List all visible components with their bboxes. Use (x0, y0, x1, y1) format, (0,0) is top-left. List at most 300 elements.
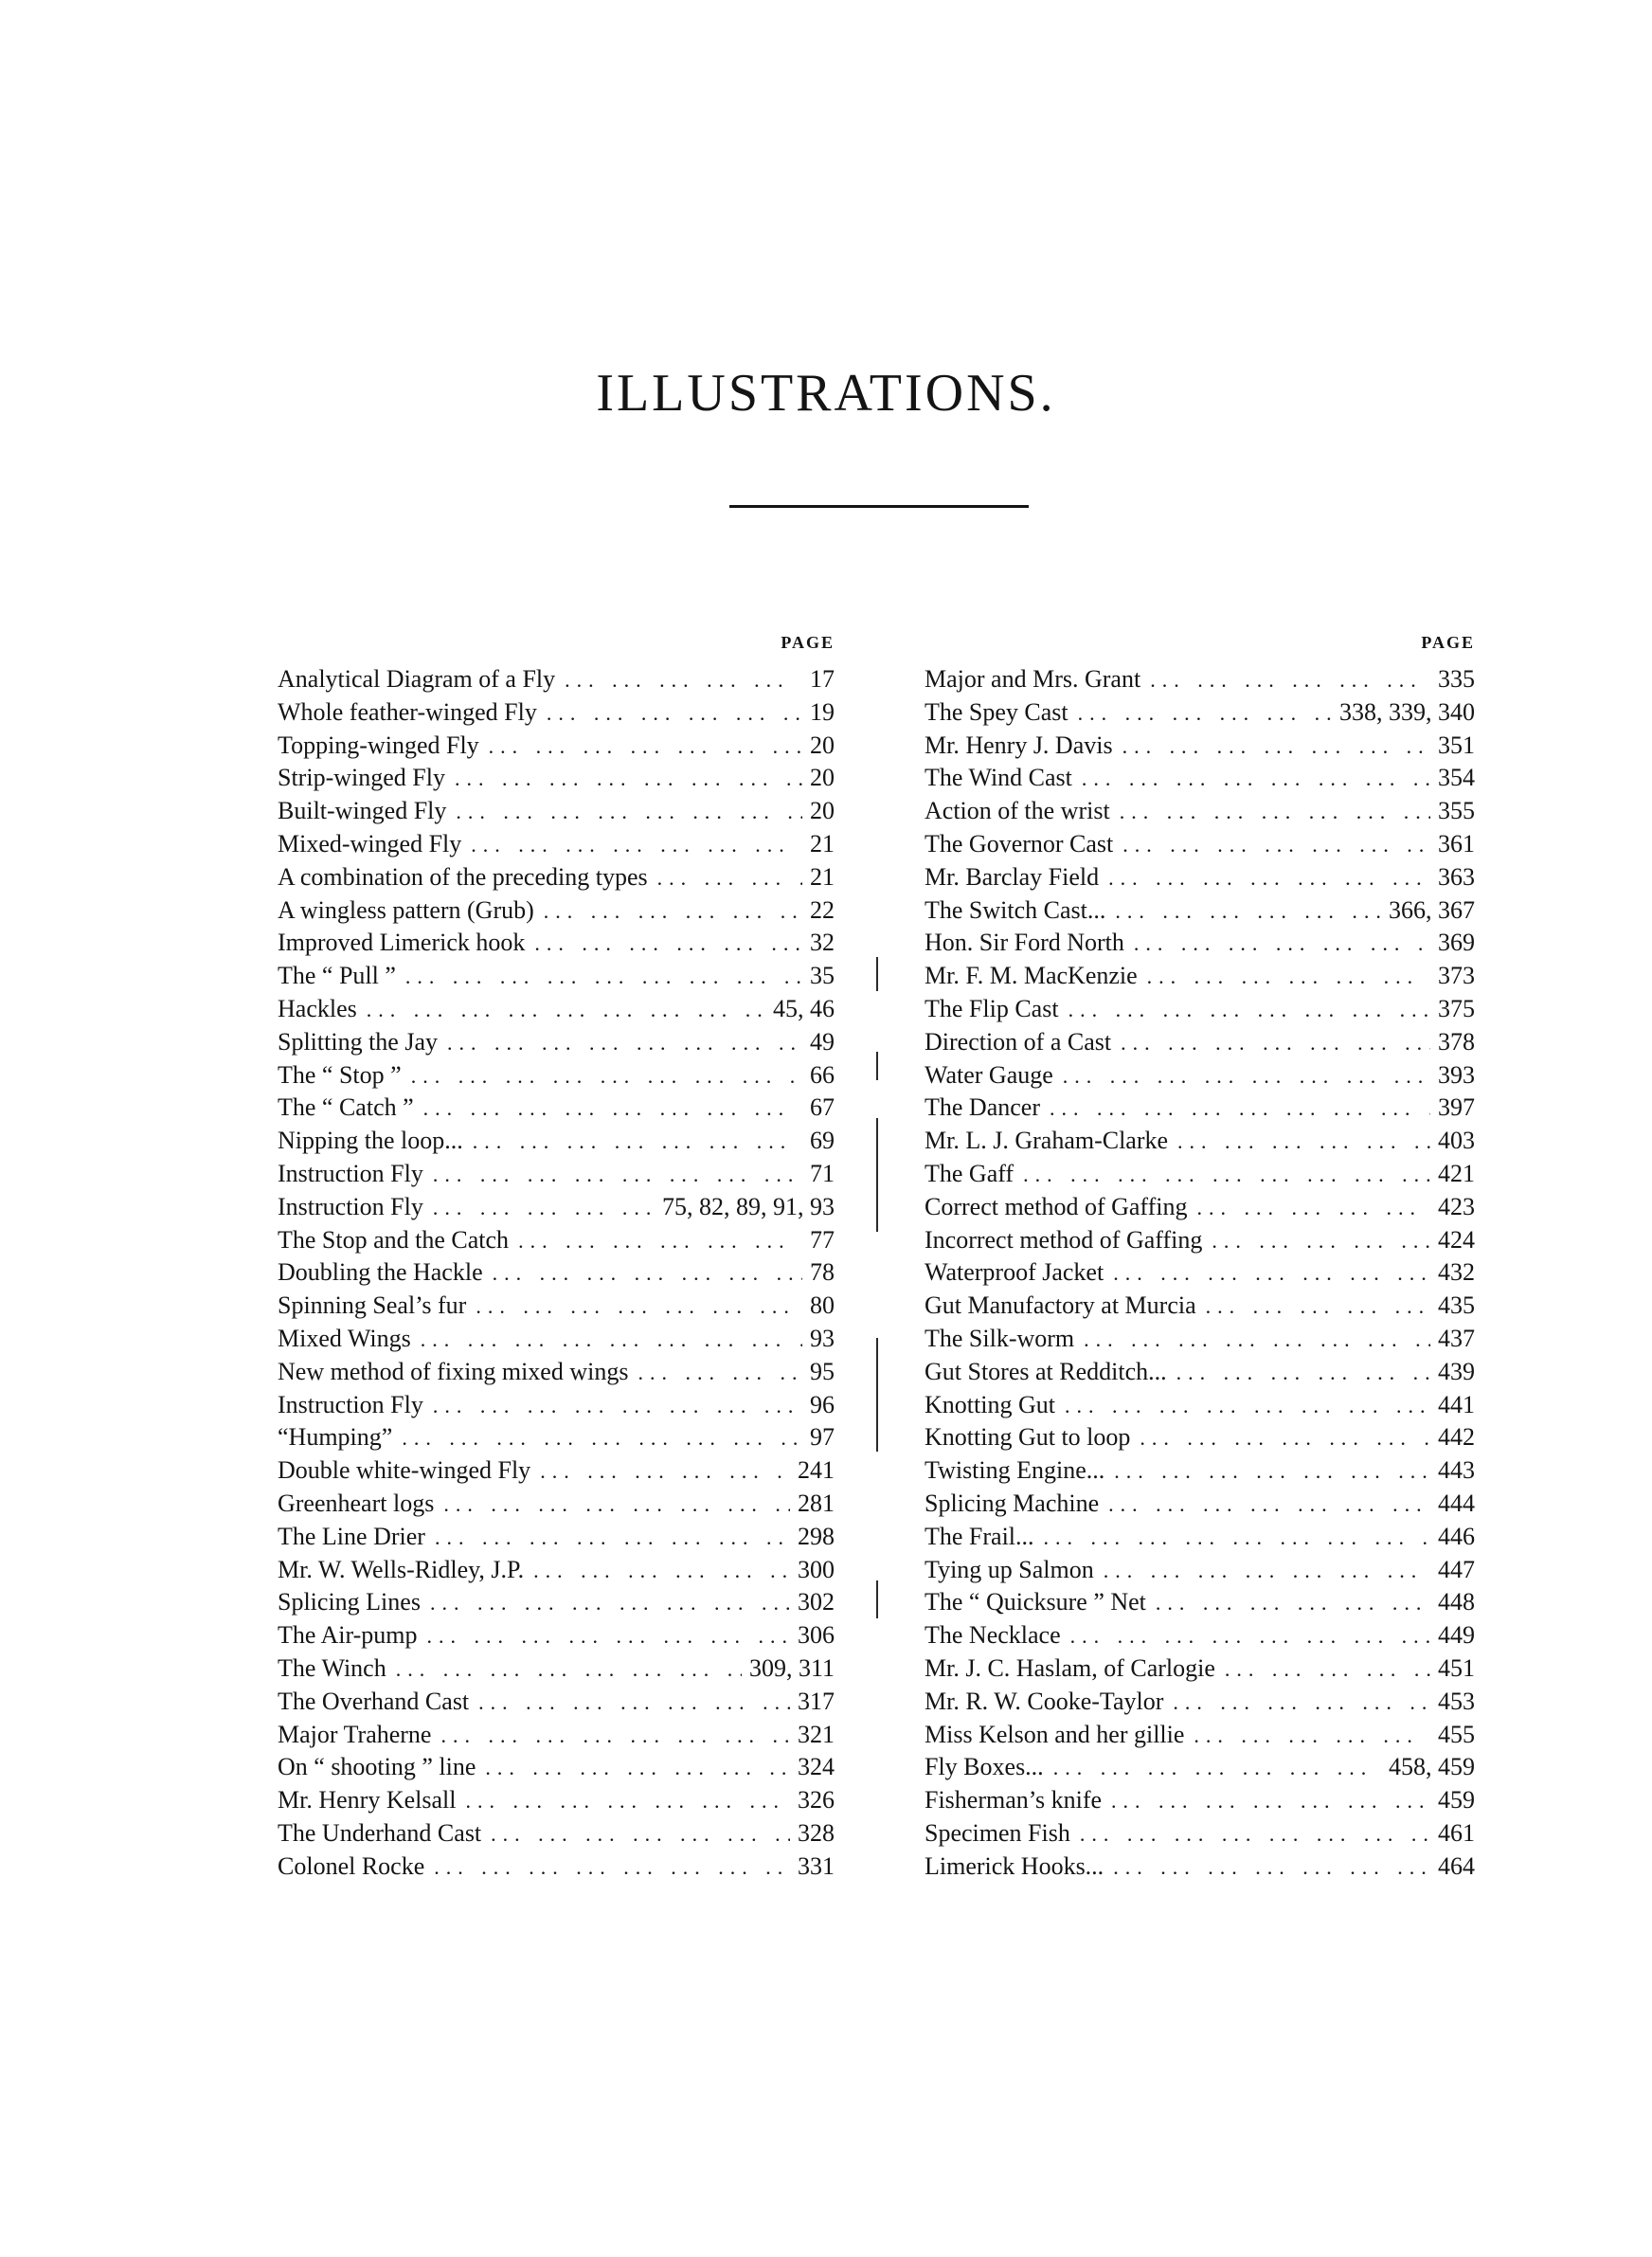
dot-leader (1108, 1489, 1430, 1522)
entry-title: The Dancer (925, 1093, 1040, 1122)
entry-page-number: 461 (1438, 1818, 1475, 1847)
entry-title: The Silk-worm (925, 1324, 1075, 1352)
entry-page-number: 321 (798, 1720, 835, 1748)
entry-page-number: 97 (810, 1423, 835, 1452)
toc-entry (925, 1256, 1475, 1290)
entry-page-number: 22 (810, 895, 835, 924)
entry-page-number: 449 (1438, 1621, 1475, 1650)
entry-page-number: 66 (810, 1060, 835, 1089)
entry-title: The Gaff (925, 1159, 1015, 1187)
dot-leader (489, 731, 802, 764)
entry-page-number: 403 (1438, 1127, 1475, 1155)
entry-page-number: 241 (798, 1456, 835, 1485)
entry-page-number: 69 (810, 1127, 835, 1155)
entry-page-number: 448 (1438, 1588, 1475, 1616)
entry-title: Topping-winged Fly (278, 731, 479, 759)
toc-entry (278, 730, 835, 763)
entry-page-number: 424 (1438, 1225, 1475, 1254)
entry-title: Hon. Sir Ford North (925, 929, 1124, 957)
page-title: ILLUSTRATIONS. (596, 364, 1056, 423)
entry-page-number: 324 (798, 1753, 835, 1781)
dot-leader (565, 664, 802, 697)
entry-page-number: 67 (810, 1093, 835, 1122)
toc-entry (925, 1586, 1475, 1619)
entry-title: Splitting the Jay (278, 1027, 438, 1056)
entry-title: Spinning Seal’s fur (278, 1291, 467, 1320)
entry-title: Mr. R. W. Cooke-Taylor (925, 1687, 1164, 1715)
entry-title: The Frail... (925, 1522, 1034, 1550)
toc-entry (278, 1652, 835, 1686)
entry-title: Mixed-winged Fly (278, 829, 462, 858)
entry-title: Hackles (278, 994, 357, 1022)
entry-page-number: 300 (798, 1555, 835, 1583)
dot-leader (421, 1324, 802, 1357)
toc-entry (278, 1323, 835, 1356)
toc-entry (925, 1059, 1475, 1092)
toc-entry (925, 1652, 1475, 1686)
dot-leader (1113, 1851, 1430, 1885)
entry-title: Colonel Rocke (278, 1851, 425, 1880)
toc-entry (925, 1421, 1475, 1454)
toc-entry (925, 1521, 1475, 1554)
entry-page-number: 373 (1438, 962, 1475, 990)
dot-leader (491, 1818, 790, 1851)
column-divider (876, 957, 878, 991)
toc-entry (278, 1290, 835, 1323)
entry-title: Limerick Hooks... (925, 1851, 1104, 1880)
entry-page-number: 20 (810, 797, 835, 825)
entry-page-number: 77 (810, 1225, 835, 1254)
entry-page-number: 302 (798, 1588, 835, 1616)
toc-entry (278, 696, 835, 730)
toc-entry (925, 795, 1475, 828)
toc-entry (278, 1125, 835, 1158)
entry-title: The Line Drier (278, 1522, 425, 1550)
entry-page-number: 317 (798, 1687, 835, 1715)
entry-page-number: 432 (1438, 1258, 1475, 1287)
toc-entry (278, 861, 835, 894)
entry-page-number: 21 (810, 862, 835, 891)
dot-leader (411, 1060, 802, 1093)
entry-page-number: 21 (810, 829, 835, 858)
dot-leader (396, 1653, 742, 1687)
toc-entry (925, 696, 1475, 730)
dot-leader (1156, 1587, 1430, 1620)
entry-page-number: 439 (1438, 1357, 1475, 1385)
entry-title: The Spey Cast (925, 697, 1068, 726)
entry-title: The “ Quicksure ” Net (925, 1588, 1146, 1616)
column-divider (876, 1118, 878, 1232)
toc-entry (278, 1619, 835, 1652)
entry-page-number: 80 (810, 1291, 835, 1320)
entry-title: The Underhand Cast (278, 1818, 482, 1847)
entry-title: A combination of the preceding types (278, 862, 648, 891)
dot-leader (1225, 1653, 1430, 1687)
toc-entry (925, 1092, 1475, 1125)
toc-entry (278, 1817, 835, 1851)
entry-page-number: 35 (810, 962, 835, 990)
dot-leader (1206, 1291, 1430, 1324)
entry-title: Action of the wrist (925, 797, 1110, 825)
entry-page-number: 459 (1438, 1786, 1475, 1815)
toc-entry (278, 828, 835, 861)
toc-entry (925, 960, 1475, 993)
toc-entry (278, 663, 835, 696)
dot-leader (540, 1455, 790, 1489)
dot-leader (657, 862, 802, 895)
toc-entry (925, 1454, 1475, 1488)
toc-entry (278, 894, 835, 928)
entry-title: Splicing Lines (278, 1588, 421, 1616)
illustrations-list-left (278, 633, 835, 1883)
toc-entry (925, 894, 1475, 928)
dot-leader (1122, 829, 1430, 862)
entry-page-number: 19 (810, 697, 835, 726)
entry-page-number: 442 (1438, 1423, 1475, 1452)
dot-leader (471, 829, 802, 862)
page-column-header: PAGE (781, 633, 835, 652)
toc-entry (925, 1719, 1475, 1752)
toc-entry (278, 1521, 835, 1554)
entry-title: Built-winged Fly (278, 797, 447, 825)
dot-leader (443, 1489, 790, 1522)
dot-leader (1173, 1687, 1430, 1720)
dot-leader (1078, 697, 1332, 731)
dot-leader (1194, 1720, 1430, 1753)
toc-entry (925, 1488, 1475, 1521)
entry-page-number: 20 (810, 764, 835, 792)
entry-page-number: 441 (1438, 1390, 1475, 1418)
entry-page-number: 335 (1438, 665, 1475, 693)
entry-title: Greenheart logs (278, 1489, 435, 1517)
entry-page-number: 453 (1438, 1687, 1475, 1715)
entry-title: The Flip Cast (925, 994, 1059, 1022)
entry-page-number: 331 (798, 1851, 835, 1880)
dot-leader (1176, 1357, 1430, 1390)
toc-entry (925, 1817, 1475, 1851)
entry-page-number: 354 (1438, 764, 1475, 792)
dot-leader (367, 994, 765, 1027)
dot-leader (1147, 961, 1430, 994)
dot-leader (456, 796, 802, 829)
dot-leader (402, 1422, 802, 1455)
entry-title: Mixed Wings (278, 1324, 411, 1352)
entry-title: Mr. J. C. Haslam, of Carlogie (925, 1653, 1215, 1682)
column-divider (876, 1052, 878, 1080)
entry-page-number: 45, 46 (773, 994, 835, 1022)
entry-page-number: 32 (810, 929, 835, 957)
entry-title: Mr. Henry J. Davis (925, 731, 1113, 759)
entry-title: The Overhand Cast (278, 1687, 470, 1715)
entry-title: New method of fixing mixed wings (278, 1357, 629, 1385)
dot-leader (547, 697, 802, 731)
toc-entry (278, 1686, 835, 1719)
column-divider (876, 1580, 878, 1618)
toc-entry (925, 993, 1475, 1026)
dot-leader (1080, 1818, 1430, 1851)
entry-page-number: 281 (798, 1489, 835, 1517)
entry-page-number: 351 (1438, 731, 1475, 759)
entry-title: Mr. F. M. MacKenzie (925, 962, 1138, 990)
entry-title: The Air-pump (278, 1621, 418, 1650)
dot-leader (1134, 928, 1430, 961)
dot-leader (1113, 1257, 1430, 1291)
entry-title: Mr. L. J. Graham-Clarke (925, 1127, 1169, 1155)
dot-leader (485, 1752, 790, 1785)
entry-page-number: 326 (798, 1786, 835, 1815)
entry-title: Direction of a Cast (925, 1027, 1112, 1056)
dot-leader (1121, 1027, 1430, 1060)
toc-entry (278, 960, 835, 993)
entry-title: Improved Limerick hook (278, 929, 526, 957)
dot-leader (544, 895, 802, 929)
entry-page-number: 363 (1438, 862, 1475, 891)
entry-page-number: 455 (1438, 1720, 1475, 1748)
entry-page-number: 95 (810, 1357, 835, 1385)
entry-page-number: 447 (1438, 1555, 1475, 1583)
entry-title: Fisherman’s knife (925, 1786, 1103, 1815)
entry-page-number: 451 (1438, 1653, 1475, 1682)
dot-leader (1150, 664, 1430, 697)
dot-leader (1197, 1192, 1431, 1225)
toc-entry (278, 1059, 835, 1092)
dot-leader (455, 763, 802, 796)
dot-leader (1082, 763, 1430, 796)
entry-page-number: 423 (1438, 1192, 1475, 1220)
entry-title: The Winch (278, 1653, 386, 1682)
toc-entry (278, 1586, 835, 1619)
dot-leader (1115, 895, 1381, 929)
entry-title: The “ Stop ” (278, 1060, 402, 1089)
dot-leader (423, 1092, 802, 1126)
toc-entry (925, 1619, 1475, 1652)
entry-title: On “ shooting ” line (278, 1753, 476, 1781)
entry-title: The “ Pull ” (278, 962, 396, 990)
dot-leader (1114, 1455, 1430, 1489)
toc-entry (278, 927, 835, 960)
entry-page-number: 375 (1438, 994, 1475, 1022)
entry-page-number: 338, 339, 340 (1339, 697, 1475, 726)
dot-leader (1108, 862, 1430, 895)
entry-title: Strip-winged Fly (278, 764, 445, 792)
dot-leader (440, 1720, 790, 1753)
toc-entry (925, 1851, 1475, 1884)
entry-title: Water Gauge (925, 1060, 1053, 1089)
dot-leader (493, 1257, 802, 1291)
entry-page-number: 93 (810, 1324, 835, 1352)
entry-page-number: 369 (1438, 929, 1475, 957)
entry-title: Double white-winged Fly (278, 1456, 531, 1485)
toc-entry (925, 861, 1475, 894)
toc-entry (925, 927, 1475, 960)
entry-page-number: 458, 459 (1389, 1753, 1475, 1781)
entry-title: Twisting Engine... (925, 1456, 1105, 1485)
entry-page-number: 78 (810, 1258, 835, 1287)
entry-page-number: 309, 311 (748, 1653, 835, 1682)
entry-title: Knotting Gut to loop (925, 1423, 1131, 1452)
dot-leader (1053, 1752, 1381, 1785)
toc-entry (925, 1125, 1475, 1158)
dot-leader (478, 1687, 790, 1720)
entry-page-number: 17 (810, 665, 835, 693)
dot-leader (465, 1785, 790, 1818)
dot-leader (518, 1225, 802, 1258)
toc-entry (278, 1389, 835, 1422)
toc-entry (278, 1256, 835, 1290)
dot-leader (434, 1851, 790, 1885)
toc-entry (925, 1323, 1475, 1356)
entry-page-number: 96 (810, 1390, 835, 1418)
dot-leader (1122, 731, 1430, 764)
entry-page-number: 298 (798, 1522, 835, 1550)
entry-title: A wingless pattern (Grub) (278, 895, 534, 924)
entry-title: Gut Manufactory at Murcia (925, 1291, 1196, 1320)
entry-title: The Governor Cast (925, 829, 1114, 858)
dot-leader (473, 1126, 802, 1159)
entry-page-number: 444 (1438, 1489, 1475, 1517)
entry-page-number: 361 (1438, 829, 1475, 858)
toc-entry (278, 1719, 835, 1752)
toc-entry (278, 1488, 835, 1521)
toc-entry (278, 1356, 835, 1389)
entry-page-number: 366, 367 (1389, 895, 1475, 924)
entry-title: Gut Stores at Redditch... (925, 1357, 1167, 1385)
dot-leader (1140, 1422, 1430, 1455)
dot-leader (1050, 1092, 1430, 1126)
dot-leader (435, 1522, 790, 1555)
toc-entry (925, 1158, 1475, 1191)
entry-title: The Necklace (925, 1621, 1061, 1650)
entry-page-number: 397 (1438, 1093, 1475, 1122)
column-divider (876, 1338, 878, 1452)
entry-title: Whole feather-winged Fly (278, 697, 537, 726)
entry-page-number: 20 (810, 731, 835, 759)
toc-entry (278, 1158, 835, 1191)
entry-title: Nipping the loop... (278, 1127, 463, 1155)
entry-page-number: 435 (1438, 1291, 1475, 1320)
dot-leader (447, 1027, 802, 1060)
dot-leader (533, 1555, 790, 1588)
entry-title: Instruction Fly (278, 1192, 423, 1220)
dot-leader (1120, 796, 1430, 829)
illustrations-list-right (925, 633, 1475, 1883)
toc-entry (278, 1751, 835, 1784)
entry-page-number: 328 (798, 1818, 835, 1847)
entry-title: Knotting Gut (925, 1390, 1055, 1418)
toc-entry (278, 1454, 835, 1488)
toc-entry (278, 1421, 835, 1454)
entry-title: Waterproof Jacket (925, 1258, 1104, 1287)
toc-entry (278, 1851, 835, 1884)
dot-leader (427, 1620, 790, 1653)
entry-title: The Wind Cast (925, 764, 1072, 792)
entry-title: “Humping” (278, 1423, 393, 1452)
entry-title: Major and Mrs. Grant (925, 665, 1141, 693)
entry-title: Miss Kelson and her gillie (925, 1720, 1185, 1748)
entry-title: Mr. Barclay Field (925, 862, 1100, 891)
entry-title: Tying up Salmon (925, 1555, 1094, 1583)
dot-leader (1065, 1390, 1430, 1423)
entry-page-number: 443 (1438, 1456, 1475, 1485)
toc-entry (278, 1191, 835, 1224)
entry-title: Analytical Diagram of a Fly (278, 665, 556, 693)
entry-page-number: 71 (810, 1159, 835, 1187)
entry-title: Incorrect method of Gaffing (925, 1225, 1203, 1254)
dot-leader (1023, 1159, 1430, 1192)
page-column-header: PAGE (1421, 633, 1475, 652)
entry-page-number: 306 (798, 1621, 835, 1650)
entry-page-number: 378 (1438, 1027, 1475, 1056)
dot-leader (1084, 1324, 1430, 1357)
dot-leader (405, 961, 802, 994)
toc-entry (925, 828, 1475, 861)
dot-leader (433, 1390, 802, 1423)
entry-title: Major Traherne (278, 1720, 432, 1748)
entry-page-number: 464 (1438, 1851, 1475, 1880)
entry-title: Doubling the Hackle (278, 1258, 483, 1287)
entry-page-number: 393 (1438, 1060, 1475, 1089)
entry-title: The “ Catch ” (278, 1093, 414, 1122)
dot-leader (1212, 1225, 1430, 1258)
entry-title: The Switch Cast... (925, 895, 1106, 924)
toc-entry (925, 1290, 1475, 1323)
entry-title: Correct method of Gaffing (925, 1192, 1188, 1220)
entry-title: Instruction Fly (278, 1390, 423, 1418)
entry-page-number: 75, 82, 89, 91, 93 (662, 1192, 835, 1220)
entry-page-number: 49 (810, 1027, 835, 1056)
entry-title: Mr. W. Wells-Ridley, J.P. (278, 1555, 525, 1583)
toc-entry (925, 1554, 1475, 1587)
toc-entry (925, 1389, 1475, 1422)
toc-entry (278, 762, 835, 795)
entry-title: Instruction Fly (278, 1159, 423, 1187)
entry-title: The Stop and the Catch (278, 1225, 510, 1254)
toc-entry (925, 1686, 1475, 1719)
toc-entry (278, 795, 835, 828)
dot-leader (430, 1587, 790, 1620)
toc-entry (925, 1784, 1475, 1817)
dot-leader (1111, 1785, 1430, 1818)
toc-entry (278, 1554, 835, 1587)
toc-entry (925, 663, 1475, 696)
dot-leader (1104, 1555, 1430, 1588)
toc-entry (278, 1224, 835, 1257)
toc-entry (925, 730, 1475, 763)
toc-entry (278, 1026, 835, 1059)
title-rule (729, 505, 1029, 508)
entry-page-number: 437 (1438, 1324, 1475, 1352)
entry-title: Mr. Henry Kelsall (278, 1786, 457, 1815)
dot-leader (1068, 994, 1430, 1027)
dot-leader (1044, 1522, 1430, 1555)
dot-leader (534, 928, 802, 961)
toc-entry (925, 1751, 1475, 1784)
toc-entry (278, 1092, 835, 1125)
dot-leader (433, 1159, 802, 1192)
toc-entry (278, 993, 835, 1026)
dot-leader (476, 1291, 802, 1324)
dot-leader (637, 1357, 802, 1390)
dot-leader (1177, 1126, 1430, 1159)
dot-leader (1063, 1060, 1430, 1093)
entry-page-number: 446 (1438, 1522, 1475, 1550)
entry-title: Specimen Fish (925, 1818, 1070, 1847)
entry-title: Fly Boxes... (925, 1753, 1044, 1781)
entry-page-number: 421 (1438, 1159, 1475, 1187)
toc-entry (925, 762, 1475, 795)
toc-entry (925, 1224, 1475, 1257)
entry-page-number: 355 (1438, 797, 1475, 825)
